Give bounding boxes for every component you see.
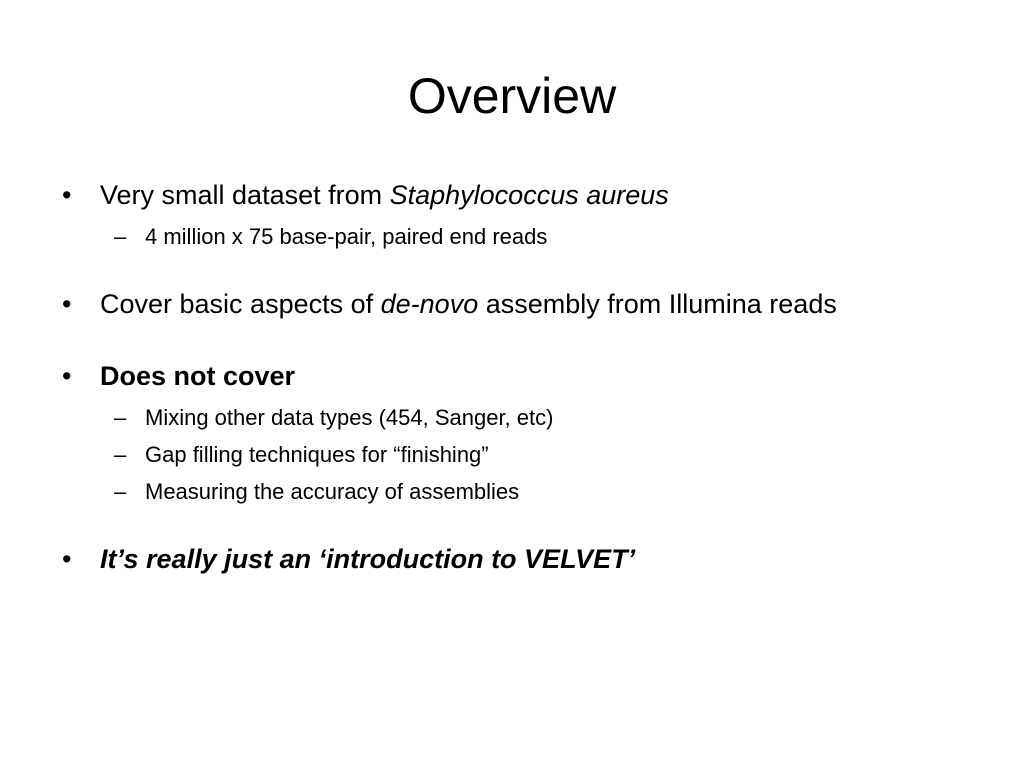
slide-content: [62, 178, 962, 582]
dash-icon: –: [114, 405, 127, 430]
dash-icon: –: [114, 479, 127, 504]
bullet-icon: •: [62, 180, 72, 210]
bullet-icon: •: [62, 544, 72, 574]
bullet-icon: •: [62, 289, 72, 319]
bullet-text-emphasis: Staphylococcus aureus: [389, 180, 669, 210]
bullet-text-prefix: Very small dataset from: [100, 180, 390, 210]
subitem-text: Gap filling techniques for “finishing”: [145, 442, 489, 467]
subitem-text: 4 million x 75 base-pair, paired end reads: [145, 224, 548, 249]
dash-icon: –: [114, 442, 127, 467]
bullet-dataset: [62, 178, 962, 212]
bullet-velvet: [62, 542, 962, 576]
dash-icon: –: [114, 224, 127, 249]
subitem-accuracy: [62, 473, 962, 510]
subitem-gap-filling: [62, 436, 962, 473]
subitem-reads: [62, 218, 962, 255]
bullet-cover: [62, 287, 962, 321]
slide-title: Overview: [407, 68, 617, 124]
bullet-not-cover: [62, 359, 962, 393]
bullet-text-emphasis: de-novo: [380, 289, 479, 319]
bullet-text: It’s really just an ‘introduction to VELVET’: [100, 544, 636, 574]
bullet-text-suffix: assembly from Illumina reads: [478, 289, 837, 319]
bullet-icon: •: [62, 361, 72, 391]
subitem-text: Mixing other data types (454, Sanger, etc): [145, 405, 554, 430]
subitem-mixing: [62, 399, 962, 436]
bullet-text-prefix: Cover basic aspects of: [100, 289, 381, 319]
bullet-text: Does not cover: [100, 361, 296, 391]
subitem-text: Measuring the accuracy of assemblies: [145, 479, 520, 504]
